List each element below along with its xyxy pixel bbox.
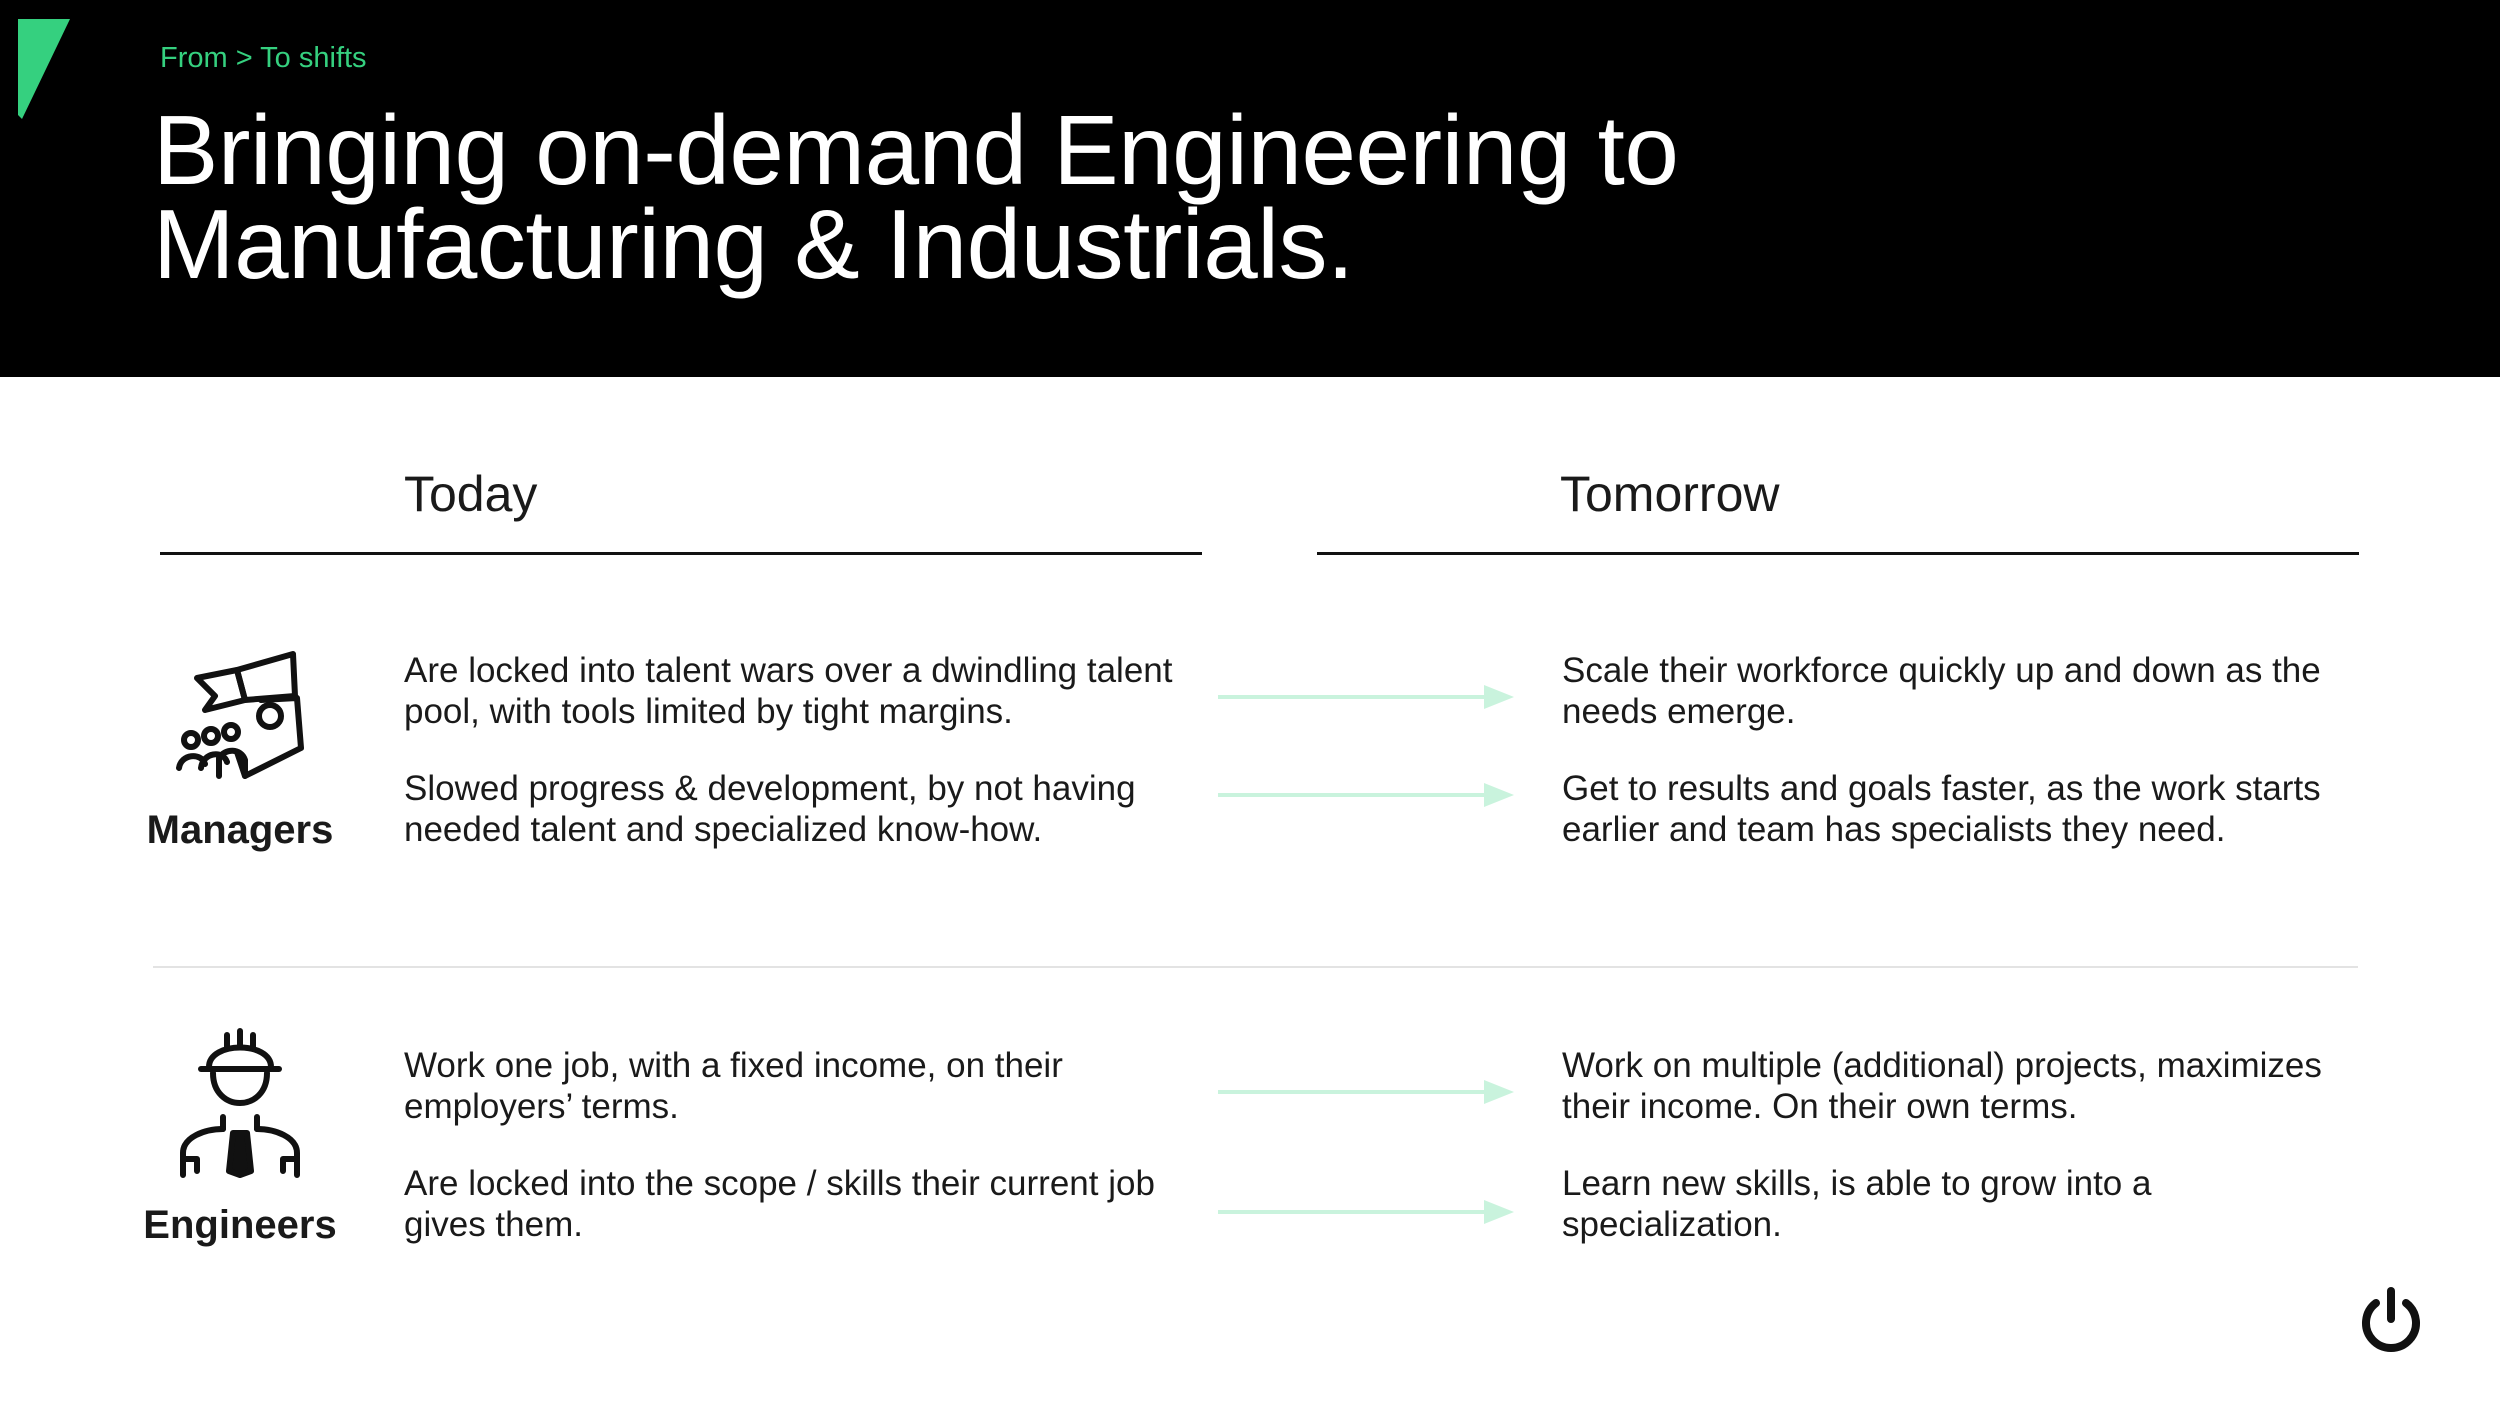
managers-today-1: Are locked into talent wars over a dwindling talent pool, with tools limited by tight margins. [404,651,1173,731]
title-line-1: Bringing on-demand Engineering to [153,95,1679,205]
header-banner [0,0,2500,377]
power-icon [2356,1285,2426,1355]
engineers-tomorrow-1: Work on multiple (additional) projects, maximizes their income. On their own terms. [1562,1046,2322,1126]
arrow-right-icon [1218,1197,1518,1227]
managers-today-2: Slowed progress & development, by not having needed talent and specialized know-how. [404,769,1136,849]
arrow-right-icon [1218,682,1518,712]
today-rule [160,552,1202,555]
tomorrow-rule [1317,552,2359,555]
title-line-2: Manufacturing & Industrials. [153,189,1354,299]
breadcrumb: From > To shifts [160,42,367,74]
engineers-tomorrow-2: Learn new skills, is able to grow into a specialization. [1562,1164,2152,1244]
page-title [153,95,1679,299]
engineers-today-1: Work one job, with a fixed income, on their employers’ terms. [404,1046,1063,1126]
arrow-right-icon [1218,780,1518,810]
role-label-managers: Managers [146,808,334,852]
engineers-today-2: Are locked into the scope / skills their current job gives them. [404,1164,1155,1244]
engineer-hardhat-icon [175,1025,305,1180]
column-head-tomorrow: Tomorrow [1560,466,1780,522]
managers-tomorrow-1: Scale their workforce quickly up and down as the needs emerge. [1562,651,2321,731]
group-divider [153,966,2358,968]
role-label-engineers: Engineers [143,1203,337,1247]
column-head-today: Today [404,466,538,522]
brand-logo-icon [16,17,72,121]
managers-tomorrow-2: Get to results and goals faster, as the work starts earlier and team has specialists they need. [1562,769,2321,849]
team-flag-icon [175,648,305,783]
arrow-right-icon [1218,1077,1518,1107]
